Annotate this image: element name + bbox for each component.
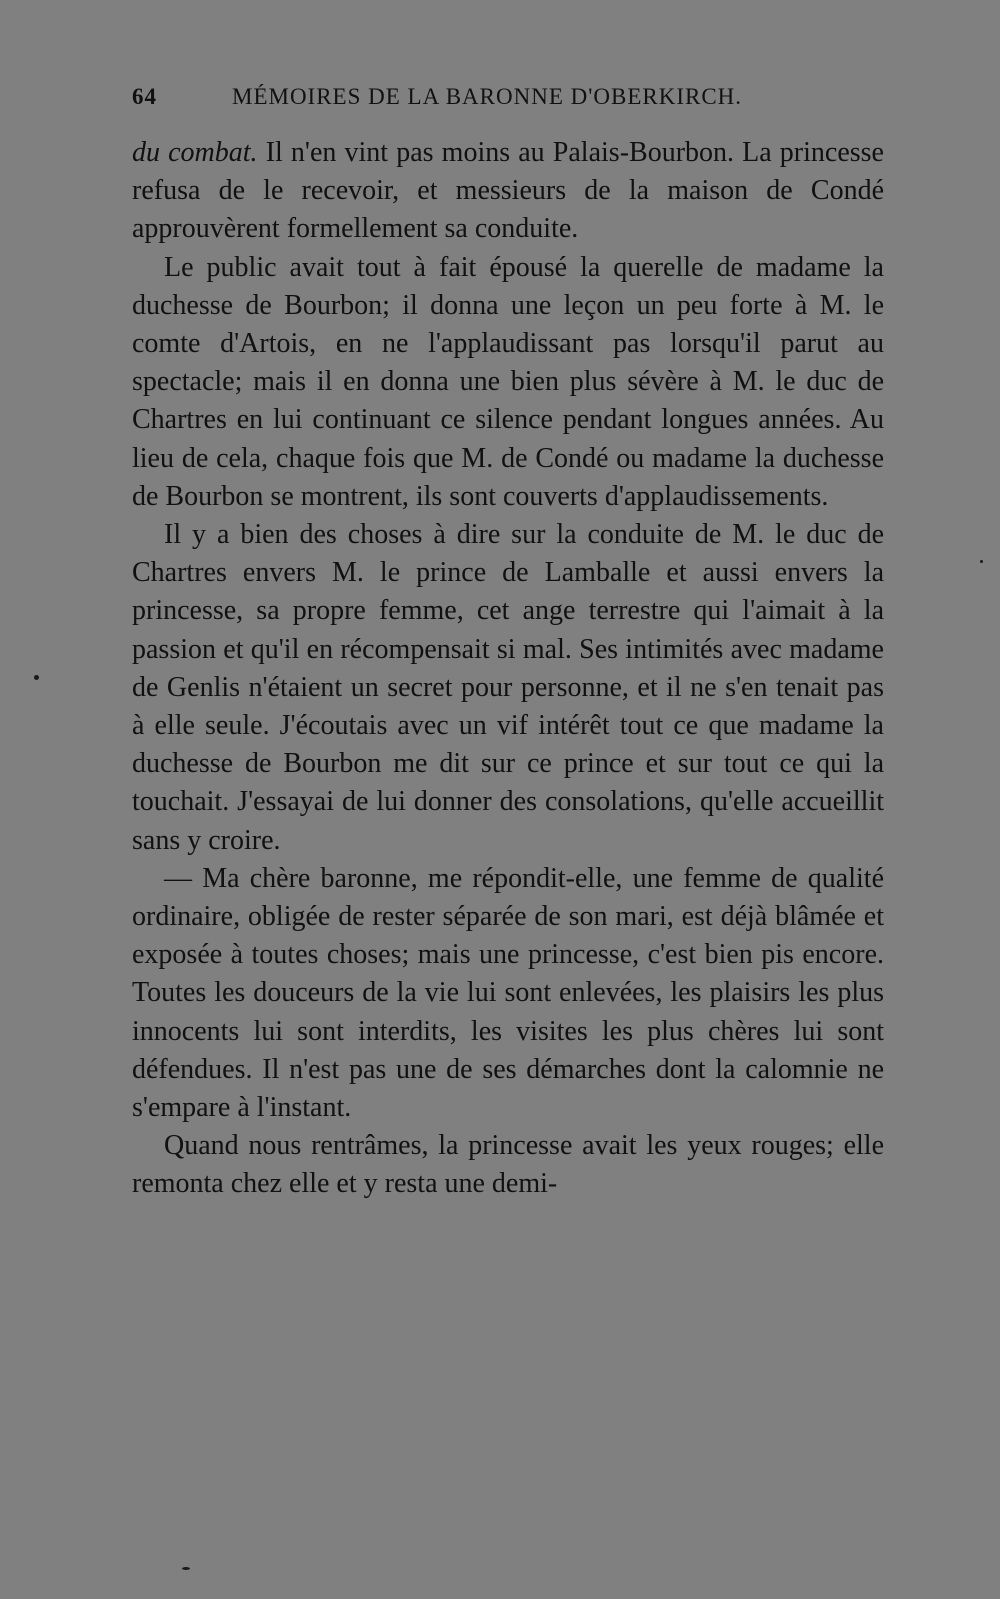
paragraph-1	[132, 134, 884, 249]
page-number: 64	[132, 84, 157, 109]
running-title: MÉMOIRES DE LA BARONNE D'OBERKIRCH.	[232, 84, 743, 109]
scan-speck	[980, 560, 983, 563]
running-header	[132, 84, 884, 134]
paragraph-1-text: Il n'en vint pas moins au Palais-Bourbon. La princesse refusa de le recevoir, et messieurs de la maison de Condé approuvèrent formellement sa conduite.	[132, 137, 884, 245]
body-text	[132, 134, 884, 1204]
book-page	[132, 84, 884, 1204]
paragraph-5: Quand nous rentrâmes, la princesse avait les yeux rouges; elle remonta chez elle et y resta une demi-	[132, 1130, 884, 1200]
scan-speck	[182, 1567, 190, 1570]
paragraph-2: Le public avait tout à fait épousé la querelle de madame la duchesse de Bourbon; il donna une leçon un peu forte à M. le comte d'Artois, en ne l'applaudissant pas lorsqu'il parut au spectacle; mais il en donna une bien plus sévère à M. le duc de Chartres en lui continuant ce silence pendant longues années. Au lieu de cela, chaque fois que M. de Condé ou madame la duchesse de Bourbon se montrent, ils sont couverts d'applaudissements.	[132, 251, 884, 512]
paragraph-3: Il y a bien des choses à dire sur la conduite de M. le duc de Chartres envers M. le prince de Lamballe et aussi envers la princesse, sa propre femme, cet ange terrestre qui l'aimait à la passion et qu'il en récompensait si mal. Ses intimités avec madame de Genlis n'étaient un secret pour personne, et il ne s'en tenait pas à elle seule. J'écoutais avec un vif intérêt tout ce que madame la duchesse de Bourbon me dit sur ce prince et sur tout ce qui la touchait. J'essayai de lui donner des consolations, qu'elle accueillit sans y croire.	[132, 519, 884, 856]
paragraph-4: — Ma chère baronne, me répondit-elle, une femme de qualité ordinaire, obligée de rester séparée de son mari, est déjà blâmée et exposée à toutes choses; mais une princesse, c'est bien pis encore. Toutes les douceurs de la vie lui sont enlevées, les plaisirs les plus innocents lui sont interdits, les visites les plus chères lui sont défendues. Il n'est pas une de ses démarches dont la calomnie ne s'empare à l'instant.	[132, 862, 884, 1124]
scan-speck	[34, 675, 39, 680]
paragraph-1-italic-lead: du combat.	[132, 137, 258, 168]
